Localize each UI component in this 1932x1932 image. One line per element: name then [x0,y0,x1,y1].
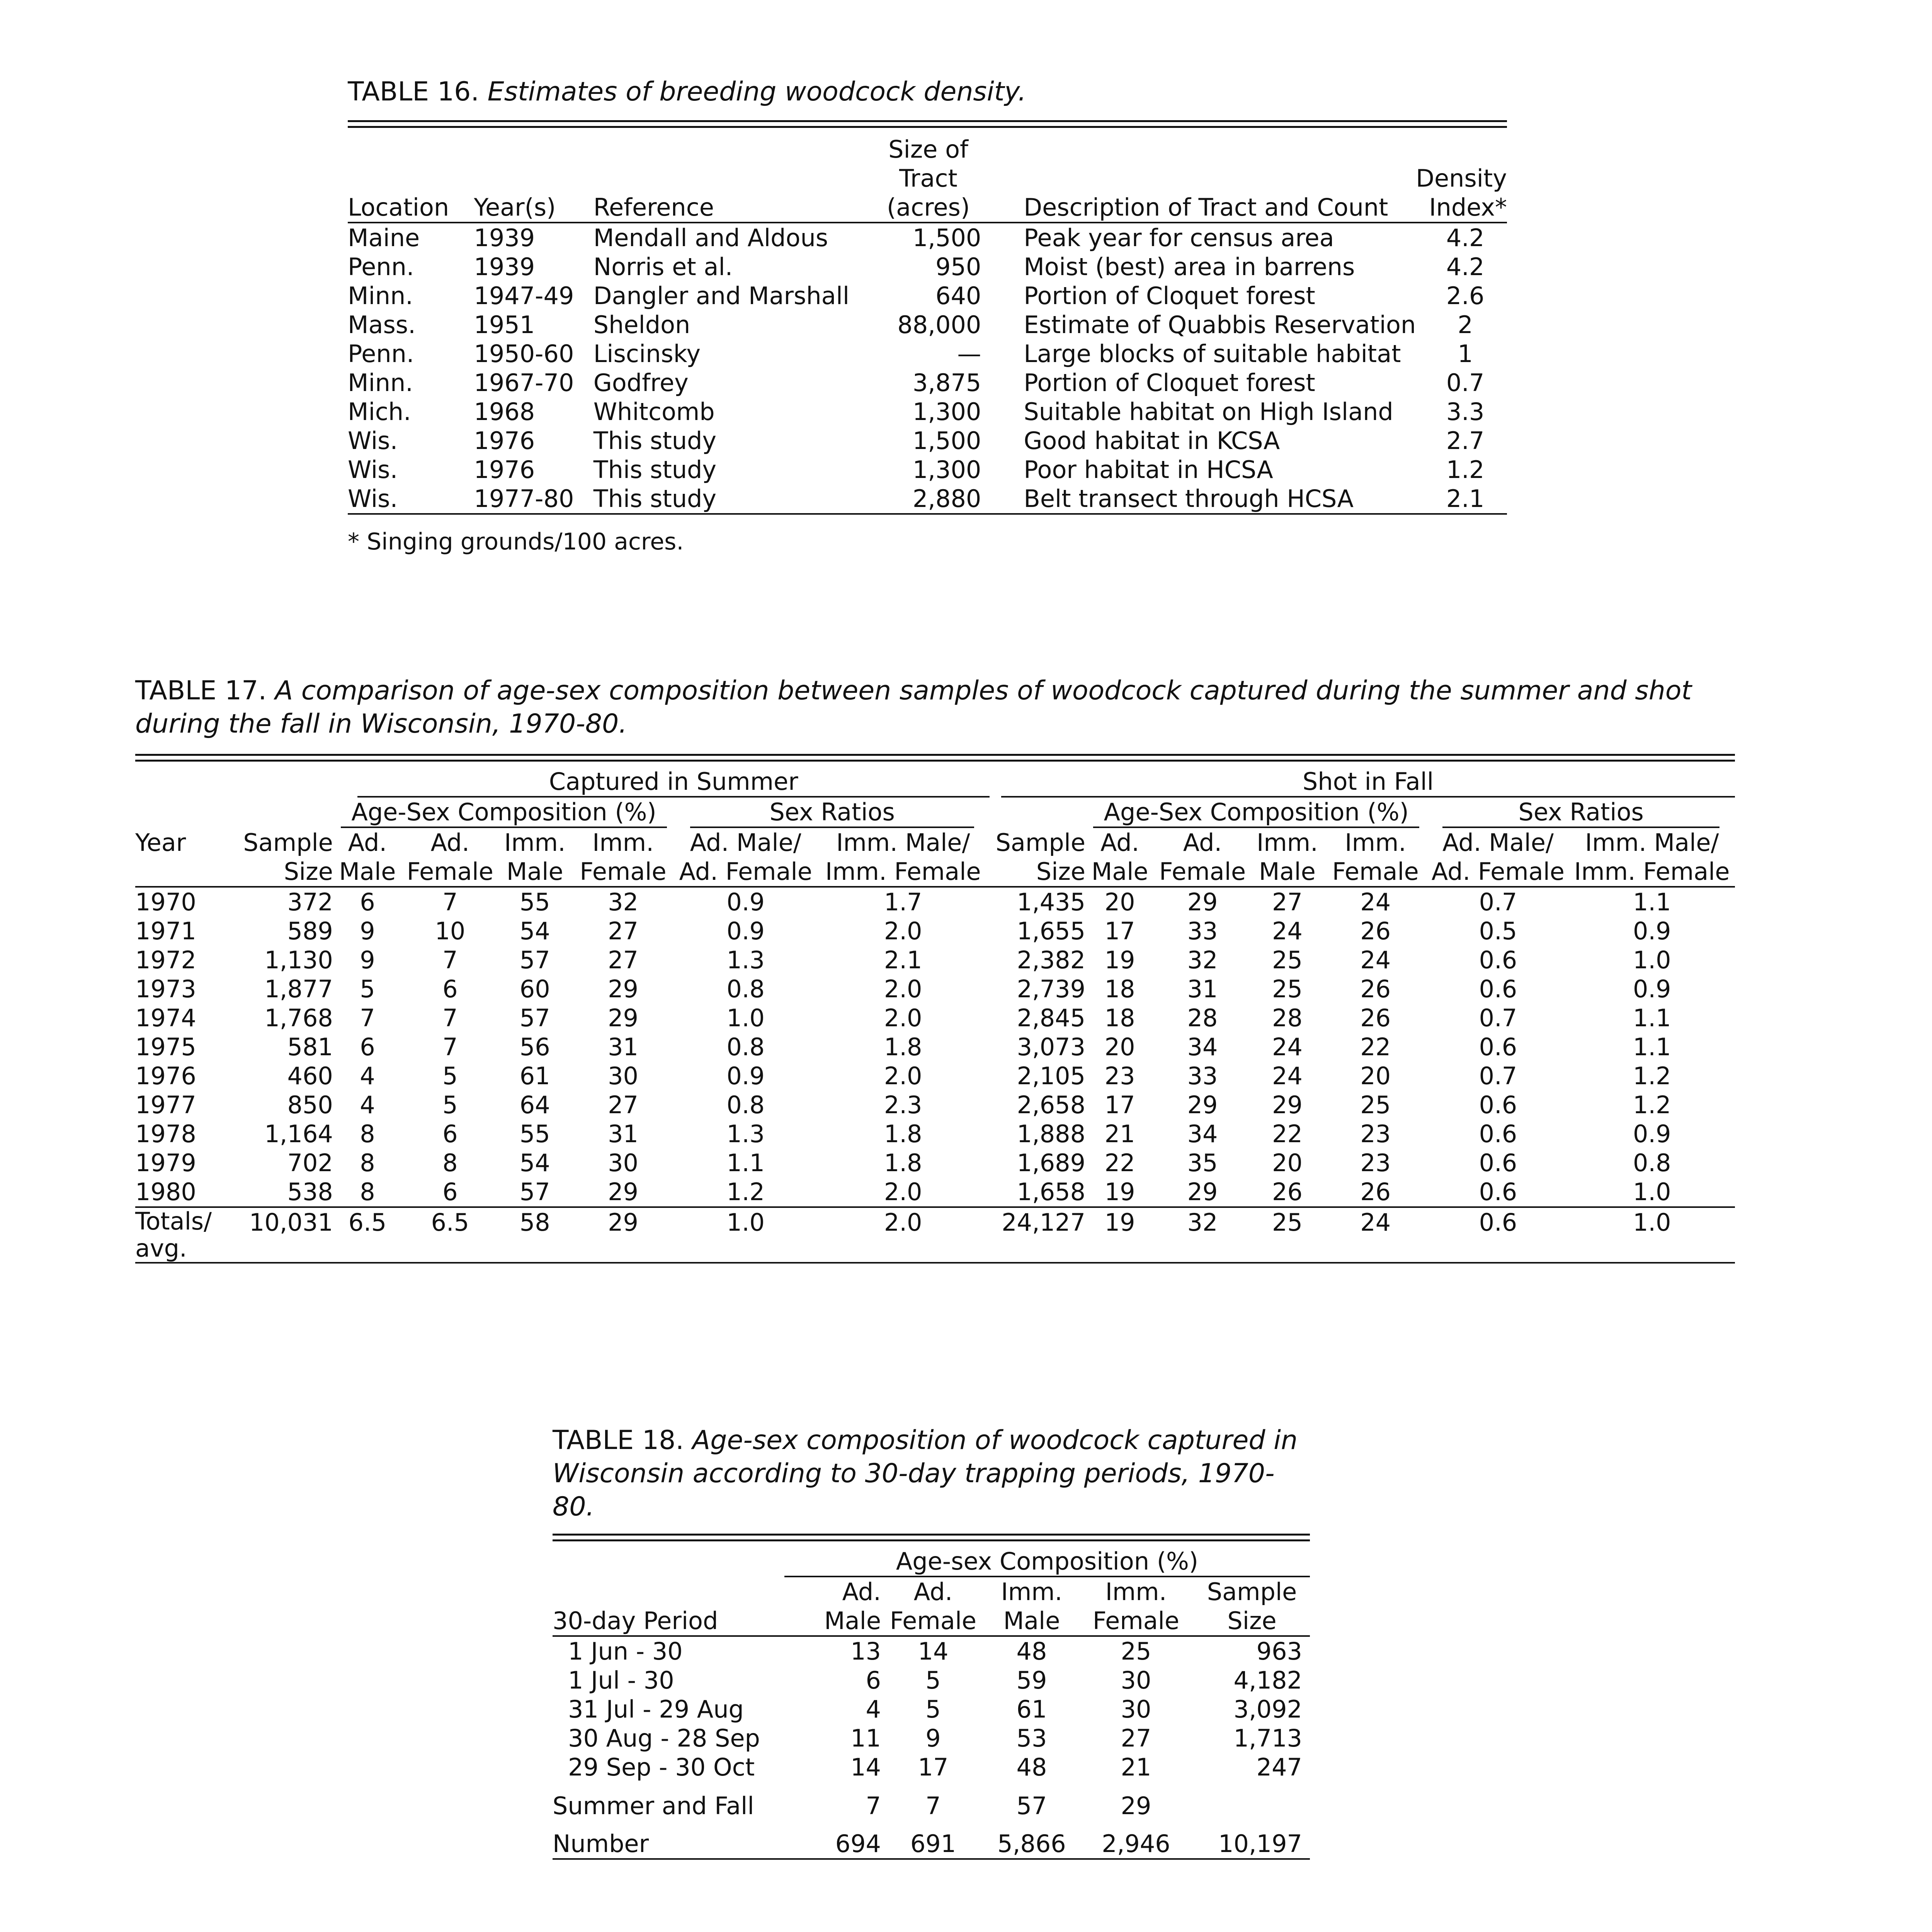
table-17-header-row: Size Male Female Male Female Ad. Female Imm. Female Size Male Female Male Female Ad. Female Imm. Female [135,857,1735,887]
table-18-summary-row: Summer and Fall 7 7 57 29 [553,1792,1151,1820]
sub-sexratios-fall: Sex Ratios [1442,798,1719,828]
table-row: Wis. 1976 This study 1,500 Good habitat in KCSA 2.7 [348,427,1485,455]
table-row: Mich. 1968 Whitcomb 1,300 Suitable habitat on High Island 3.3 [348,398,1485,426]
table-row: Wis. 1977-80 This study 2,880 Belt transect through HCSA 2.1 [348,484,1507,514]
table-18 [553,1424,1310,1860]
table-row: 1975 581 6 7 56 31 0.8 1.8 3,073 20 34 24 22 0.6 1.1 [135,1033,1671,1061]
table-row: Penn. 1939 Norris et al. 950 Moist (best) area in barrens 4.2 [348,253,1485,281]
table-row: 1 Jul - 30 6 5 59 30 4,182 [568,1666,1302,1694]
table-row: 1979 702 8 8 54 30 1.1 1.8 1,689 22 35 20 23 0.6 0.8 [135,1149,1671,1177]
table-row: 1973 1,877 5 6 60 29 0.8 2.0 2,739 18 31 25 26 0.6 0.9 [135,975,1671,1003]
group-agesex: Age-sex Composition (%) [784,1547,1310,1577]
table-row: 1974 1,768 7 7 57 29 1.0 2.0 2,845 18 28 28 26 0.7 1.1 [135,1004,1671,1032]
table-17-title: A comparison of age-sex composition between samples of woodcock captured during the summer and shot during the fall in Wisconsin, 1970-80. [135,675,1692,739]
table-16-footnote: * Singing grounds/100 acres. [348,528,684,555]
double-rule [553,1534,1310,1541]
sub-agesex-summer: Age-Sex Composition (%) [341,798,667,828]
group-shot-fall: Shot in Fall [1001,767,1735,798]
table-18-number-row: Number 694 691 5,866 2,946 10,197 [553,1820,1310,1859]
table-16-grid: Size of Tract Density Location Year(s) Reference (acres) Description of Tract and Count Index* Maine 1939 Mendall and Aldous 1,500 Peak year for census area 4.2 Penn. 1939 Norris et al. 950 Moist (best) area in barrens 4.2 Minn. 1947-49 Dangler and Marshall 640 Portion of Cloquet forest 2.6 Mass. 1951 Sheldon 88,000 Estimate of Quabbis Reservation 2 Penn. 1950-60 Liscinsky — Large blocks of suitable habitat 1 Minn. 1967-70 Godfrey 3,875 Portion of Cloquet forest 0.7 Mich. 1968 Whitcomb 1,300 Suitable habitat on High Island 3.3 Wis. 1976 This study 1,500 Good habitat in KCSA 2.7 Wis. 1976 This study 1,300 Poor habitat in HCSA 1.2 Wis. 1977-80 This study 2,880 Belt transect through HCSA 2.1 [348,135,1507,515]
sub-agesex-fall: Age-Sex Composition (%) [1093,798,1419,828]
table-row: Wis. 1976 This study 1,300 Poor habitat in HCSA 1.2 [348,456,1485,484]
table-row: 30 Aug - 28 Sep 11 9 53 27 1,713 [568,1724,1302,1752]
table-16-header-row: Location Year(s) Reference (acres) Description of Tract and Count Index* [348,193,1507,223]
table-row: 29 Sep - 30 Oct 14 17 48 21 247 [568,1753,1302,1781]
table-row: 1972 1,130 9 7 57 27 1.3 2.1 2,382 19 32 25 24 0.6 1.0 [135,946,1671,974]
table-row: 1976 460 4 5 61 30 0.9 2.0 2,105 23 33 24 20 0.7 1.2 [135,1062,1671,1090]
sub-sexratios-summer: Sex Ratios [690,798,974,828]
table-row: Penn. 1950-60 Liscinsky — Large blocks of suitable habitat 1 [348,340,1473,368]
table-18-header-row: 30-day Period Male Female Male Female Size [553,1606,1310,1636]
table-row: Mass. 1951 Sheldon 88,000 Estimate of Quabbis Reservation 2 [348,311,1473,339]
table-row: 1980 538 8 6 57 29 1.2 2.0 1,658 19 29 26 26 0.6 1.0 [135,1177,1735,1207]
table-17-caption: TABLE 17. A comparison of age-sex composition between samples of woodcock captured during the summer and shot during the fall in Wisconsin, 1970-80. [135,675,1692,739]
table-17-grid: Captured in Summer Shot in Fall Age-Sex Composition (%) Sex Ratios Age-Sex Composition (%) Sex Ratios Year Sample Ad. Ad. Imm. Imm. Ad. Male/ Imm. Male/ Sample Ad. Ad. Imm. Imm. Ad. Male/ Imm. Male/ Size Male Female Male Female Ad. Female Imm. Female Size Male Female Male Female Ad. Female Imm. Female 1970 372 6 7 55 32 0.9 1.7 1,435 20 29 27 24 0.7 1.1 1971 589 9 10 54 27 0.9 2.0 1,655 17 33 24 26 0.5 0.9 1972 1,130 9 7 57 27 1.3 2.1 2,382 19 32 25 24 0.6 1.0 1973 1,877 5 6 60 29 0.8 2.0 2,739 18 31 25 26 0.6 0.9 1974 1,768 7 7 57 29 1.0 2.0 2,845 18 28 28 26 0.7 1.1 1975 581 6 7 56 31 0.8 1.8 3,073 20 34 24 22 0.6 1.1 1976 460 4 5 61 30 0.9 2.0 2,105 23 33 24 20 0.7 1.2 1977 850 4 5 64 27 0.8 2.3 2,658 17 29 29 25 0.6 1.2 1978 1,164 8 6 55 31 1.3 1.8 1,888 21 34 22 23 0.6 0.9 1979 702 8 8 54 30 1.1 1.8 1,689 22 35 20 23 0.6 0.8 1980 538 8 6 57 29 1.2 2.0 1,658 19 29 26 26 0.6 1.0 Totals/ avg. 10,031 6.5 6.5 58 29 1.0 2.0 24,127 19 32 25 24 0.6 1.0 [135,767,1735,1264]
table-row: 31 Jul - 29 Aug 4 5 61 30 3,092 [568,1695,1302,1723]
table-row: 1978 1,164 8 6 55 31 1.3 1.8 1,888 21 34 22 23 0.6 0.9 [135,1120,1671,1148]
table-row: 1970 372 6 7 55 32 0.9 1.7 1,435 20 29 27 24 0.7 1.1 [135,888,1671,916]
table-17-totals-row: Totals/ avg. 10,031 6.5 6.5 58 29 1.0 2.0 24,127 19 32 25 24 0.6 1.0 [135,1207,1735,1263]
table-row: 1 Jun - 30 13 14 48 25 963 [568,1637,1302,1665]
table-row: Minn. 1947-49 Dangler and Marshall 640 Portion of Cloquet forest 2.6 [348,282,1485,310]
table-row: Minn. 1967-70 Godfrey 3,875 Portion of Cloquet forest 0.7 [348,369,1485,397]
table-17 [135,674,1735,1264]
group-captured-summer: Captured in Summer [357,767,990,798]
table-18-grid: Age-sex Composition (%) Ad. Ad. Imm. Imm. Sample 30-day Period Male Female Male Female Size 1 Jun - 30 13 14 48 25 963 1 Jul - 30 6 5 59 30 4,182 31 Jul - 29 Aug 4 5 61 30 3,092 30 Aug - 28 Sep 11 9 53 27 1,713 29 Sep - 30 Oct 14 17 48 21 247 Summer and Fall 7 7 57 29 Number 694 691 5,866 2,946 10,197 [553,1547,1310,1860]
double-rule [348,120,1507,128]
table-18-caption: TABLE 18. Age-sex composition of woodcock captured in Wisconsin according to 30-day trapping periods, 1970-80. [553,1425,1298,1522]
table-row: 1971 589 9 10 54 27 0.9 2.0 1,655 17 33 24 26 0.5 0.9 [135,917,1671,945]
table-row: 1977 850 4 5 64 27 0.8 2.3 2,658 17 29 29 25 0.6 1.2 [135,1091,1671,1119]
table-row: Maine 1939 Mendall and Aldous 1,500 Peak year for census area 4.2 [348,224,1485,252]
table-16-caption: TABLE 16. Estimates of breeding woodcock density. [348,77,1026,107]
double-rule [135,754,1735,762]
table-16-title: Estimates of breeding woodcock density. [487,77,1026,107]
table-16 [348,75,1507,557]
